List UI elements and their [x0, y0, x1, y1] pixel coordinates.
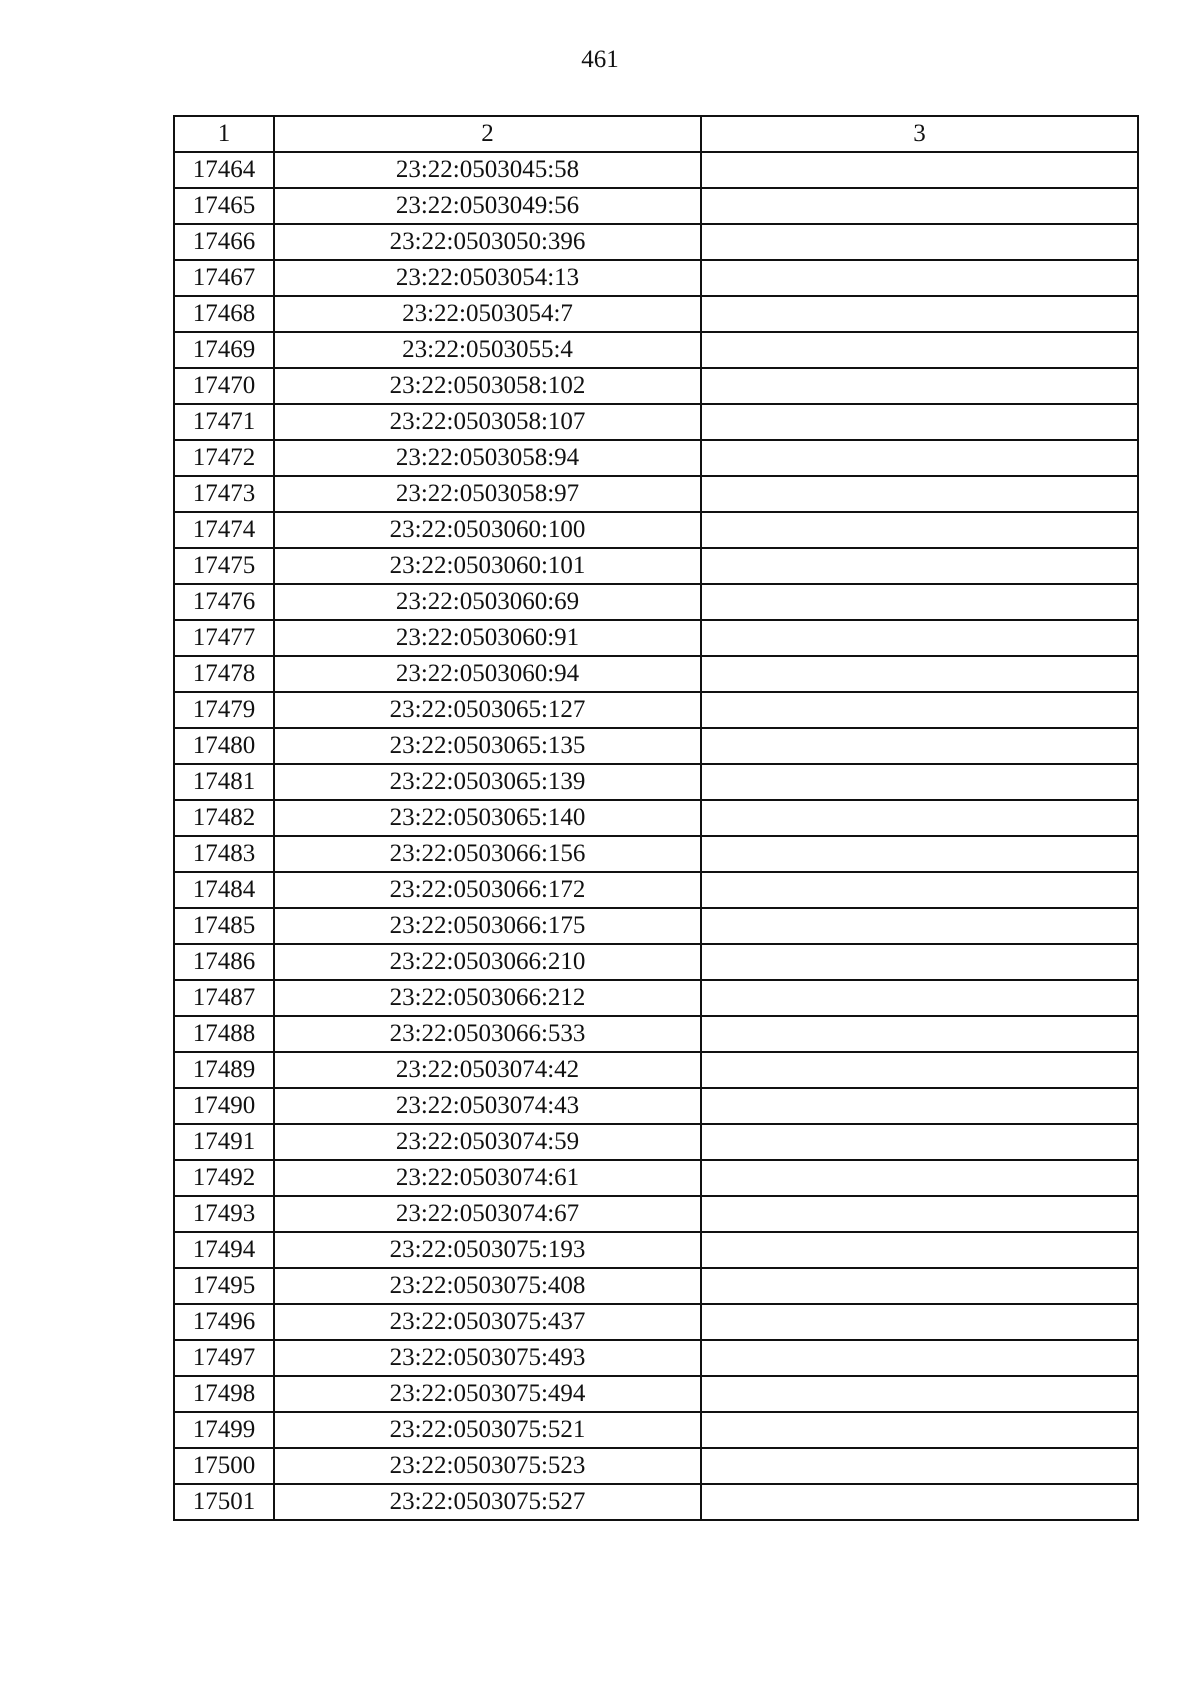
notes-cell — [701, 764, 1138, 800]
table-header — [174, 116, 1138, 152]
cadastral-number-cell: 23:22:0503050:396 — [274, 224, 701, 260]
table-row — [174, 620, 1138, 656]
cadastral-number-cell: 23:22:0503054:13 — [274, 260, 701, 296]
table-row — [174, 1448, 1138, 1484]
cadastral-number-cell: 23:22:0503066:212 — [274, 980, 701, 1016]
table-row — [174, 692, 1138, 728]
table-row — [174, 908, 1138, 944]
row-number-cell: 17474 — [174, 512, 274, 548]
row-number-cell: 17473 — [174, 476, 274, 512]
notes-cell — [701, 476, 1138, 512]
row-number-cell: 17486 — [174, 944, 274, 980]
table-row — [174, 1232, 1138, 1268]
notes-cell — [701, 1160, 1138, 1196]
table-row — [174, 1268, 1138, 1304]
cadastral-number-cell: 23:22:0503060:101 — [274, 548, 701, 584]
notes-cell — [701, 1232, 1138, 1268]
table-row — [174, 1016, 1138, 1052]
table-row — [174, 260, 1138, 296]
cadastral-number-cell: 23:22:0503058:107 — [274, 404, 701, 440]
table-row — [174, 440, 1138, 476]
row-number-cell: 17467 — [174, 260, 274, 296]
table-row — [174, 1052, 1138, 1088]
table-row — [174, 188, 1138, 224]
cadastral-number-cell: 23:22:0503074:67 — [274, 1196, 701, 1232]
row-number-cell: 17465 — [174, 188, 274, 224]
cadastral-number-cell: 23:22:0503075:521 — [274, 1412, 701, 1448]
cadastral-number-cell: 23:22:0503074:43 — [274, 1088, 701, 1124]
notes-cell — [701, 656, 1138, 692]
notes-cell — [701, 1304, 1138, 1340]
notes-cell — [701, 368, 1138, 404]
table-row — [174, 368, 1138, 404]
row-number-cell: 17466 — [174, 224, 274, 260]
cadastral-number-cell: 23:22:0503066:172 — [274, 872, 701, 908]
cadastral-number-cell: 23:22:0503066:533 — [274, 1016, 701, 1052]
row-number-cell: 17501 — [174, 1484, 274, 1520]
row-number-cell: 17482 — [174, 800, 274, 836]
row-number-cell: 17484 — [174, 872, 274, 908]
cadastral-number-cell: 23:22:0503075:494 — [274, 1376, 701, 1412]
column-header-1: 1 — [174, 116, 274, 152]
row-number-cell: 17495 — [174, 1268, 274, 1304]
notes-cell — [701, 872, 1138, 908]
row-number-cell: 17464 — [174, 152, 274, 188]
row-number-cell: 17470 — [174, 368, 274, 404]
cadastral-number-cell: 23:22:0503074:42 — [274, 1052, 701, 1088]
cadastral-number-cell: 23:22:0503074:61 — [274, 1160, 701, 1196]
row-number-cell: 17468 — [174, 296, 274, 332]
row-number-cell: 17477 — [174, 620, 274, 656]
row-number-cell: 17472 — [174, 440, 274, 476]
notes-cell — [701, 440, 1138, 476]
row-number-cell: 17490 — [174, 1088, 274, 1124]
cadastral-number-cell: 23:22:0503054:7 — [274, 296, 701, 332]
cadastral-number-cell: 23:22:0503075:437 — [274, 1304, 701, 1340]
table-row — [174, 872, 1138, 908]
table-row — [174, 584, 1138, 620]
notes-cell — [701, 548, 1138, 584]
row-number-cell: 17481 — [174, 764, 274, 800]
table-row — [174, 332, 1138, 368]
row-number-cell: 17492 — [174, 1160, 274, 1196]
row-number-cell: 17488 — [174, 1016, 274, 1052]
cadastral-number-cell: 23:22:0503074:59 — [274, 1124, 701, 1160]
row-number-cell: 17489 — [174, 1052, 274, 1088]
notes-cell — [701, 296, 1138, 332]
notes-cell — [701, 332, 1138, 368]
notes-cell — [701, 512, 1138, 548]
row-number-cell: 17475 — [174, 548, 274, 584]
cadastral-number-cell: 23:22:0503060:100 — [274, 512, 701, 548]
column-header-2: 2 — [274, 116, 701, 152]
row-number-cell: 17493 — [174, 1196, 274, 1232]
table-row — [174, 1412, 1138, 1448]
table-row — [174, 548, 1138, 584]
notes-cell — [701, 1448, 1138, 1484]
notes-cell — [701, 1124, 1138, 1160]
header-row — [174, 116, 1138, 152]
table-row — [174, 1160, 1138, 1196]
cadastral-number-cell: 23:22:0503075:527 — [274, 1484, 701, 1520]
cadastral-number-cell: 23:22:0503049:56 — [274, 188, 701, 224]
notes-cell — [701, 836, 1138, 872]
notes-cell — [701, 1340, 1138, 1376]
cadastral-number-cell: 23:22:0503065:127 — [274, 692, 701, 728]
notes-cell — [701, 188, 1138, 224]
row-number-cell: 17485 — [174, 908, 274, 944]
notes-cell — [701, 728, 1138, 764]
row-number-cell: 17498 — [174, 1376, 274, 1412]
cadastral-number-cell: 23:22:0503058:94 — [274, 440, 701, 476]
page-number: 461 — [581, 46, 619, 73]
notes-cell — [701, 152, 1138, 188]
table-row — [174, 1124, 1138, 1160]
notes-cell — [701, 944, 1138, 980]
row-number-cell: 17487 — [174, 980, 274, 1016]
row-number-cell: 17480 — [174, 728, 274, 764]
row-number-cell: 17483 — [174, 836, 274, 872]
table-row — [174, 800, 1138, 836]
row-number-cell: 17471 — [174, 404, 274, 440]
cadastral-number-cell: 23:22:0503075:408 — [274, 1268, 701, 1304]
notes-cell — [701, 980, 1138, 1016]
row-number-cell: 17496 — [174, 1304, 274, 1340]
notes-cell — [701, 1412, 1138, 1448]
table-row — [174, 476, 1138, 512]
notes-cell — [701, 1196, 1138, 1232]
table-row — [174, 1340, 1138, 1376]
row-number-cell: 17476 — [174, 584, 274, 620]
notes-cell — [701, 1052, 1138, 1088]
notes-cell — [701, 620, 1138, 656]
row-number-cell: 17491 — [174, 1124, 274, 1160]
table-row — [174, 764, 1138, 800]
cadastral-number-cell: 23:22:0503075:193 — [274, 1232, 701, 1268]
table-row — [174, 404, 1138, 440]
table-row — [174, 296, 1138, 332]
table-row — [174, 512, 1138, 548]
table-row — [174, 1304, 1138, 1340]
cadastral-number-cell: 23:22:0503065:135 — [274, 728, 701, 764]
notes-cell — [701, 908, 1138, 944]
table-row — [174, 944, 1138, 980]
notes-cell — [701, 260, 1138, 296]
notes-cell — [701, 800, 1138, 836]
cadastral-number-cell: 23:22:0503075:523 — [274, 1448, 701, 1484]
notes-cell — [701, 1268, 1138, 1304]
cadastral-number-cell: 23:22:0503060:91 — [274, 620, 701, 656]
row-number-cell: 17478 — [174, 656, 274, 692]
cadastral-number-cell: 23:22:0503060:69 — [274, 584, 701, 620]
cadastral-number-cell: 23:22:0503065:140 — [274, 800, 701, 836]
notes-cell — [701, 1016, 1138, 1052]
cadastral-number-cell: 23:22:0503045:58 — [274, 152, 701, 188]
cadastral-number-cell: 23:22:0503058:97 — [274, 476, 701, 512]
cadastral-number-cell: 23:22:0503075:493 — [274, 1340, 701, 1376]
notes-cell — [701, 404, 1138, 440]
notes-cell — [701, 1088, 1138, 1124]
notes-cell — [701, 584, 1138, 620]
table-row — [174, 224, 1138, 260]
notes-cell — [701, 1376, 1138, 1412]
table-row — [174, 728, 1138, 764]
row-number-cell: 17499 — [174, 1412, 274, 1448]
cadastral-number-cell: 23:22:0503066:156 — [274, 836, 701, 872]
table-row — [174, 1484, 1138, 1520]
cadastral-number-cell: 23:22:0503058:102 — [274, 368, 701, 404]
cadastral-number-cell: 23:22:0503055:4 — [274, 332, 701, 368]
cadastral-number-cell: 23:22:0503065:139 — [274, 764, 701, 800]
notes-cell — [701, 1484, 1138, 1520]
table-row — [174, 152, 1138, 188]
row-number-cell: 17500 — [174, 1448, 274, 1484]
row-number-cell: 17494 — [174, 1232, 274, 1268]
row-number-cell: 17469 — [174, 332, 274, 368]
table-row — [174, 836, 1138, 872]
table-row — [174, 980, 1138, 1016]
row-number-cell: 17479 — [174, 692, 274, 728]
column-header-3: 3 — [701, 116, 1138, 152]
row-number-cell: 17497 — [174, 1340, 274, 1376]
notes-cell — [701, 692, 1138, 728]
table-row — [174, 1088, 1138, 1124]
table-body — [174, 152, 1138, 1520]
table-row — [174, 1196, 1138, 1232]
table-row — [174, 1376, 1138, 1412]
table-row — [174, 656, 1138, 692]
notes-cell — [701, 224, 1138, 260]
registry-table — [173, 115, 1139, 1521]
cadastral-number-cell: 23:22:0503066:175 — [274, 908, 701, 944]
cadastral-number-cell: 23:22:0503060:94 — [274, 656, 701, 692]
cadastral-number-cell: 23:22:0503066:210 — [274, 944, 701, 980]
